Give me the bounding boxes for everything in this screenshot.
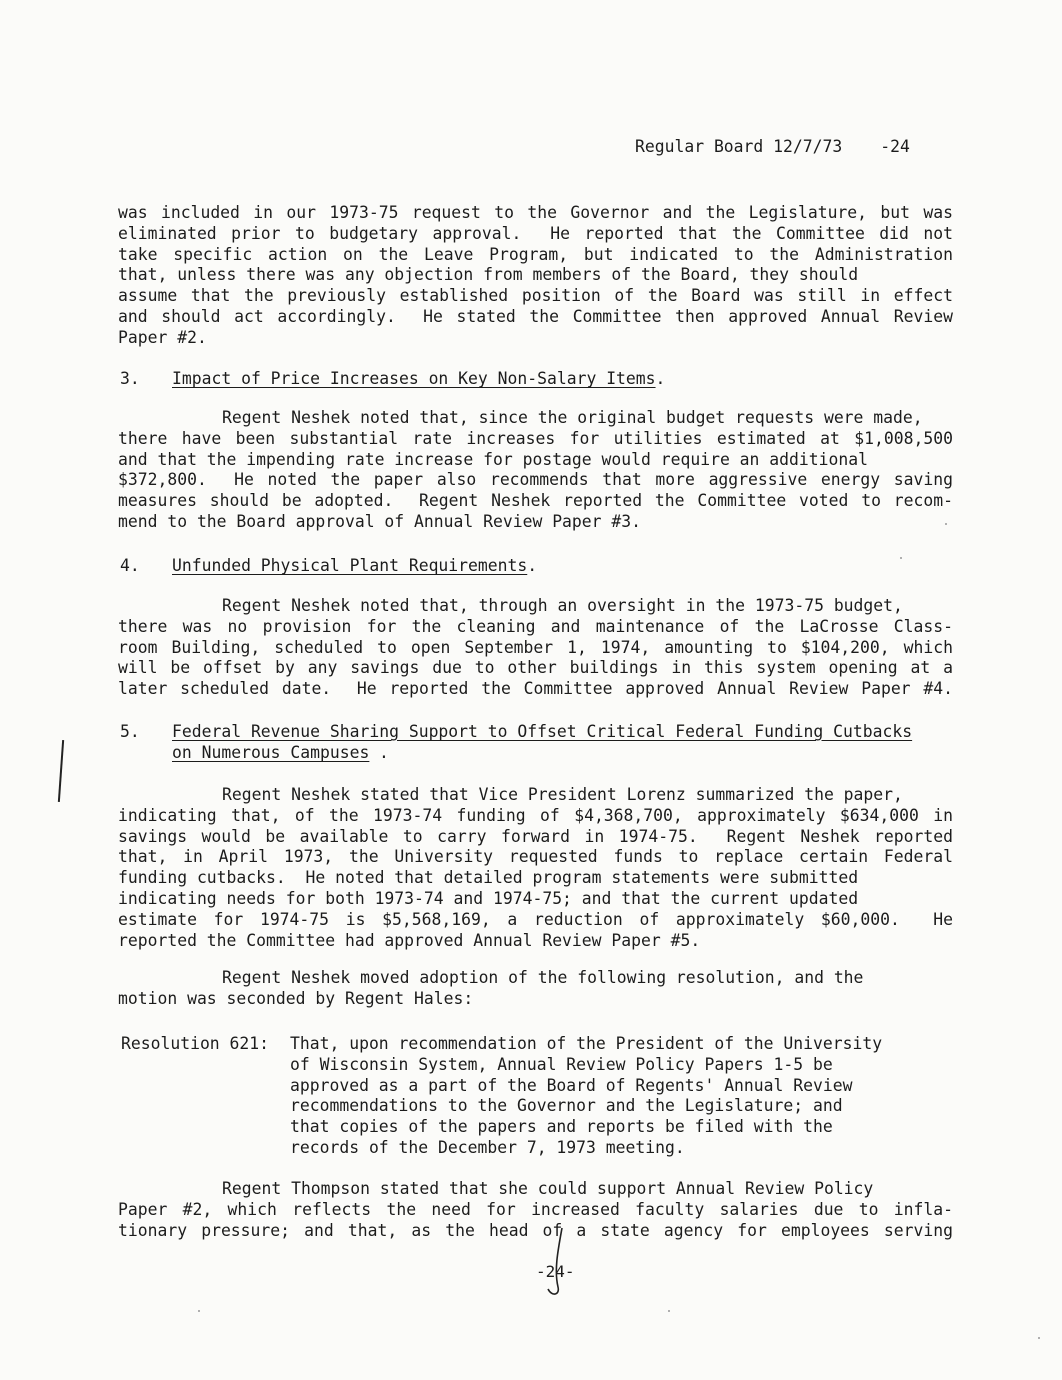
item-title: Impact of Price Increases on Key Non-Salary Items bbox=[172, 369, 656, 388]
text-line: estimate for 1974-75 is $5,568,169, a reduction of approximately $60,000. He bbox=[118, 909, 953, 929]
text-line: there have been substantial rate increases for utilities estimated at $1,008,500 bbox=[118, 428, 953, 448]
text-line: will be offset by any savings due to other buildings in this system opening at a bbox=[118, 658, 953, 678]
item-number: 3. bbox=[120, 369, 140, 388]
closing-paragraph bbox=[118, 1179, 953, 1241]
item-number: 5. bbox=[120, 722, 140, 741]
text-line: was included in our 1973-75 request to the Governor and the Legislature, but was bbox=[118, 203, 953, 222]
resolution-text bbox=[290, 1034, 920, 1159]
text-line: recommendations to the Governor and the Legislature; and bbox=[290, 1096, 843, 1116]
scan-speck bbox=[668, 1310, 670, 1312]
handwritten-stroke-icon bbox=[540, 1225, 580, 1300]
text-line: room Building, scheduled to open September 1, 1974, amounting to $104,200, which bbox=[118, 637, 953, 657]
text-line: Regent Neshek noted that, through an oversight in the 1973-75 budget, bbox=[222, 596, 903, 615]
margin-pen-mark bbox=[58, 740, 64, 802]
item-5-heading-cont bbox=[172, 743, 369, 762]
item-title-cont: on Numerous Campuses bbox=[172, 743, 370, 762]
intro-paragraph bbox=[118, 203, 953, 349]
text-line: approved as a part of the Board of Regents' Annual Review bbox=[290, 1075, 853, 1095]
text-line: Paper #2, which reflects the need for increased faculty salaries due to infla- bbox=[118, 1199, 953, 1219]
heading-period: . bbox=[379, 743, 389, 762]
scan-speck bbox=[945, 523, 947, 525]
text-line: measures should be adopted. Regent Neshek reported the Committee voted to recom- bbox=[118, 491, 953, 511]
text-line: indicating that, of the 1973-74 funding of $4,368,700, approximately $634,000 in bbox=[118, 805, 953, 825]
text-line: that copies of the papers and reports be filed with the bbox=[290, 1117, 833, 1137]
scan-speck bbox=[1038, 1337, 1040, 1339]
scan-speck bbox=[198, 1310, 200, 1312]
item-title: Unfunded Physical Plant Requirements bbox=[172, 556, 528, 575]
item-number: 4. bbox=[120, 556, 140, 575]
text-line: assume that the previously established position of the Board was still in effect bbox=[118, 286, 953, 306]
text-line: that, unless there was any objection from members of the Board, they should bbox=[118, 265, 859, 285]
text-line: reported the Committee had approved Annual Review Paper #5. bbox=[118, 930, 701, 950]
text-line: $372,800. He noted the paper also recommends that more aggressive energy saving bbox=[118, 470, 953, 490]
text-line: that, in April 1973, the University requested funds to replace certain Federal bbox=[118, 847, 953, 867]
text-line: motion was seconded by Regent Hales: bbox=[118, 988, 474, 1008]
item-4-heading bbox=[120, 556, 537, 575]
text-line: eliminated prior to budgetary approval. He reported that the Committee did not bbox=[118, 223, 953, 243]
text-line: later scheduled date. He reported the Committee approved Annual Review Paper #4. bbox=[118, 679, 953, 699]
item-4-paragraph bbox=[118, 596, 953, 700]
text-line: That, upon recommendation of the President of the University bbox=[290, 1034, 883, 1053]
motion-paragraph bbox=[118, 968, 953, 1010]
heading-period: . bbox=[527, 556, 538, 575]
text-line: indicating needs for both 1973-74 and 1974-75; and that the current updated bbox=[118, 888, 859, 908]
item-5-heading bbox=[120, 722, 912, 741]
footer-page-number: -24- bbox=[536, 1262, 575, 1281]
text-line: funding cutbacks. He noted that detailed program statements were submitted bbox=[118, 868, 859, 888]
header-title: Regular Board 12/7/73 bbox=[635, 137, 843, 156]
running-header bbox=[635, 137, 910, 156]
item-3-heading bbox=[120, 369, 665, 388]
text-line: take specific action on the Leave Program, but indicated to the Administration bbox=[118, 244, 953, 264]
text-line: and should act accordingly. He stated the Committee then approved Annual Review bbox=[118, 306, 953, 326]
heading-period: . bbox=[655, 369, 666, 388]
text-line: tionary pressure; and that, as the head of a state agency for employees serving bbox=[118, 1220, 953, 1240]
text-line: and that the impending rate increase for postage would require an additional bbox=[118, 449, 868, 469]
text-line: Paper #2. bbox=[118, 327, 207, 347]
text-line: Regent Neshek noted that, since the original budget requests were made, bbox=[222, 408, 923, 427]
text-line: mend to the Board approval of Annual Review Paper #3. bbox=[118, 511, 642, 531]
text-line: Regent Neshek stated that Vice President Lorenz summarized the paper, bbox=[222, 785, 903, 804]
text-line: there was no provision for the cleaning and maintenance of the LaCrosse Class- bbox=[118, 616, 953, 636]
scan-speck bbox=[900, 557, 902, 559]
item-5-paragraph bbox=[118, 785, 953, 951]
item-title: Federal Revenue Sharing Support to Offset Critical Federal Funding Cutbacks bbox=[172, 722, 913, 741]
item-3-paragraph bbox=[118, 408, 953, 533]
text-line: of Wisconsin System, Annual Review Policy Papers 1-5 be bbox=[290, 1054, 833, 1074]
text-line: savings would be available to carry forward in 1974-75. Regent Neshek reported bbox=[118, 826, 953, 846]
header-page-number: -24 bbox=[880, 137, 910, 156]
text-line: Regent Thompson stated that she could support Annual Review Policy bbox=[222, 1179, 874, 1198]
text-line: Regent Neshek moved adoption of the following resolution, and the bbox=[222, 968, 864, 987]
text-line: records of the December 7, 1973 meeting. bbox=[290, 1137, 685, 1157]
resolution-label: Resolution 621: bbox=[121, 1034, 270, 1053]
